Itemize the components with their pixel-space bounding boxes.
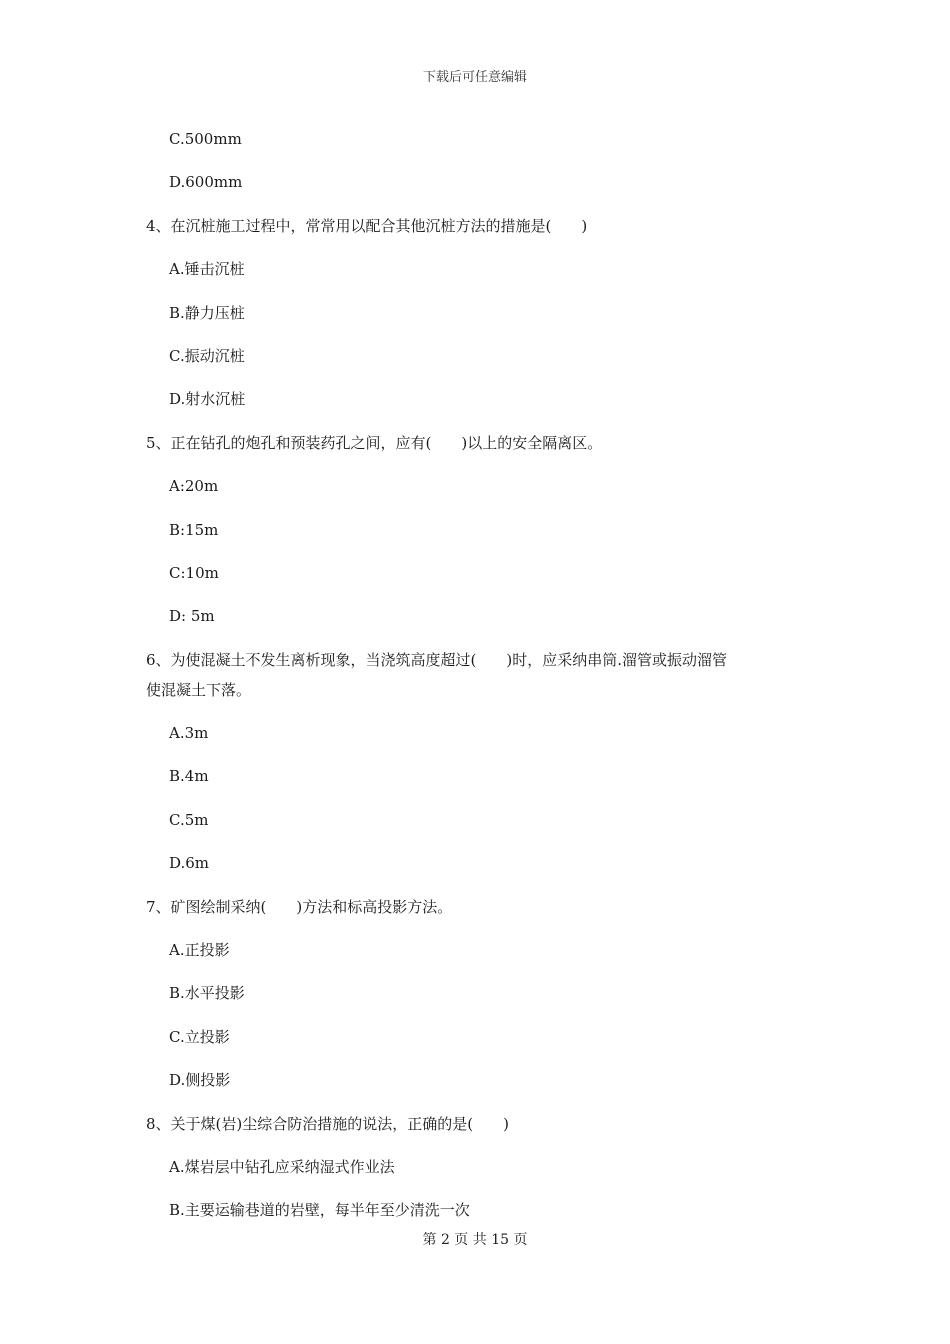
option-b: B.主要运输巷道的岩壁，每半年至少清洗一次 (169, 1201, 470, 1220)
option-a: A.3m (169, 724, 209, 743)
option-c: C.500mm (169, 130, 242, 148)
option-c: C.振动沉桩 (169, 346, 245, 365)
option-b: B:15m (169, 520, 219, 539)
question-content (146, 124, 816, 1239)
option-d: D: 5m (169, 607, 215, 626)
question-6-continued: 使混凝土下落。 (146, 680, 252, 699)
option-d: D.侧投影 (169, 1071, 231, 1090)
option-c: C.5m (169, 810, 209, 829)
option-d: D.射水沉桩 (169, 390, 246, 409)
question-4: 4、在沉桩施工过程中，常常用以配合其他沉桩方法的措施是( ) (146, 216, 588, 235)
option-b: B.水平投影 (169, 984, 245, 1003)
option-a: A.正投影 (169, 941, 230, 960)
option-b: B.4m (169, 767, 209, 786)
option-a: A.锤击沉桩 (169, 260, 245, 279)
option-c: C:10m (169, 563, 219, 582)
page-header: 下载后可任意编辑 (422, 70, 527, 85)
option-a: A.煤岩层中钻孔应采纳湿式作业法 (169, 1157, 395, 1176)
option-d: D.600mm (169, 173, 243, 192)
question-8: 8、关于煤(岩)尘综合防治措施的说法，正确的是( ) (146, 1114, 509, 1133)
option-a: A:20m (169, 477, 219, 496)
option-b: B.静力压桩 (169, 303, 245, 322)
option-c: C.立投影 (169, 1027, 230, 1046)
question-7: 7、矿图绘制采纳( )方法和标高投影方法。 (146, 897, 453, 916)
question-5: 5、正在钻孔的炮孔和预装药孔之间，应有( )以上的安全隔离区。 (146, 433, 603, 452)
question-6: 6、为使混凝土不发生离析现象，当浇筑高度超过( )时，应采纳串筒.溜管或振动溜管 (146, 650, 728, 669)
page-footer: 第 2 页 共 15 页 (422, 1232, 528, 1248)
option-d: D.6m (169, 854, 210, 873)
